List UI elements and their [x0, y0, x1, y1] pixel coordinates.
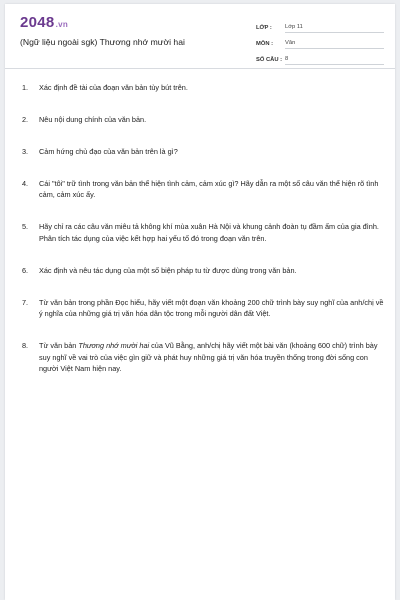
class-label: LỚP :	[256, 25, 272, 31]
question-text: Xác định và nêu tác dụng của một số biện pháp tu từ được dùng trong văn bản.	[39, 266, 297, 276]
subject-label: MÔN :	[256, 41, 274, 47]
logo-name: 2048	[20, 14, 55, 31]
meta-info	[256, 18, 384, 66]
question-item	[22, 82, 384, 94]
document-page	[5, 4, 395, 600]
count-label: SỐ CÂU :	[256, 57, 283, 63]
question-text: Hãy chỉ ra các câu văn miêu tả không khí mùa xuân Hà Nội và khung cảnh đoàn tụ đầm ấm của gia đình. Phân tích tác dụng của việc kết hợp hai yếu tố đó trong đoạn văn trên.	[39, 221, 379, 243]
question-number: 4.	[22, 178, 29, 188]
question-item	[22, 297, 384, 320]
subject-value: Văn	[285, 40, 384, 49]
document-header	[5, 4, 395, 69]
question-item	[22, 146, 384, 158]
document-title: (Ngữ liệu ngoài sgk) Thương nhớ mười hai	[20, 37, 185, 47]
question-number: 7.	[22, 297, 29, 307]
count-value: 8	[285, 56, 384, 65]
question-number: 3.	[22, 147, 29, 157]
class-value: Lớp 11	[285, 24, 384, 33]
meta-row-count	[256, 50, 384, 65]
question-text: Nêu nội dung chính của văn bản.	[39, 114, 147, 124]
question-item	[22, 340, 384, 375]
question-number: 5.	[22, 221, 29, 231]
question-item	[22, 178, 384, 201]
question-number: 1.	[22, 83, 29, 92]
q8-work-title: Thương nhớ mười hai	[78, 340, 150, 350]
question-text	[39, 340, 384, 375]
q8-suffix: của Vũ Bằng, anh/chị hãy viết một bài văn (khoảng 600 chữ) trình bày suy nghĩ về vai trò của việc gìn giữ và phát huy những giá trị văn hóa truyền thống trong đời sống con người Việt Nam hiện nay.	[39, 340, 378, 374]
question-number: 6.	[22, 266, 29, 276]
question-text: Cái "tôi" trữ tình trong văn bản thể hiện tình cảm, cảm xúc gì? Hãy dẫn ra một số câu văn thể hiện rõ tình cảm, cảm xúc ấy.	[39, 178, 379, 200]
question-text: Xác định đề tài của đoạn văn bản tùy bút trên.	[39, 83, 188, 92]
question-item	[22, 221, 384, 244]
question-text: Từ văn bản trong phần Đọc hiểu, hãy viết một đoạn văn khoảng 200 chữ trình bày suy nghĩ của anh/chị về ý nghĩa của những giá trị văn hóa dân tộc trong mỗi người dân đất Việt.	[39, 297, 384, 319]
question-number: 2.	[22, 114, 29, 124]
question-item	[22, 265, 384, 277]
site-logo[interactable]	[20, 14, 68, 31]
q8-prefix: Từ văn bản	[39, 340, 79, 350]
question-number: 8.	[22, 340, 29, 350]
question-list	[22, 82, 384, 375]
question-text: Cảm hứng chủ đạo của văn bản trên là gì?	[39, 147, 178, 157]
logo-tld: .vn	[55, 20, 69, 29]
question-item	[22, 114, 384, 126]
meta-row-class	[256, 18, 384, 33]
meta-row-subject	[256, 34, 384, 49]
